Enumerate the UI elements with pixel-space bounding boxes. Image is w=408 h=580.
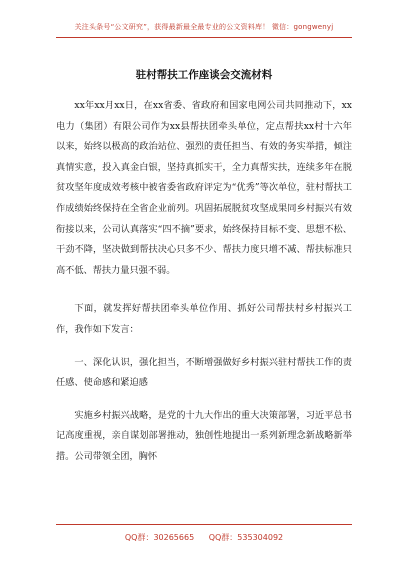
paragraph-intro: xx年xx月xx日，在xx省委、省政府和国家电网公司共同推动下，xx电力（集团）有限公司作为xx县帮扶团牵头单位，定点帮扶xx村十六年以来，始终以极高的政治站位、强烈的责任担当、有效的务实举措，倾注真情实意，投入真金白银，坚持真抓实干，全力真帮实扶，连续多年在脱贫攻坚年度成效考核中被省委省政府评定为“优秀”等次单位，驻村帮扶工作成绩始终保持在全省企业前列。巩固拓展脱贫攻坚成果同乡村振兴有效衔接以来，公司认真落实“四不摘”要求，始终保持目标不变、思想不松、干劲不降，坚决做到帮扶决心只多不少、帮扶力度只增不减、帮扶标准只高不低、帮扶力量只强不弱。 — [56, 100, 352, 276]
section-heading: 一、深化认识，强化担当，不断增强做好乡村振兴驻村帮扶工作的责任感、使命感和紧迫感 — [56, 356, 352, 389]
document-body — [56, 96, 352, 468]
paragraph-transition: 下面，就发挥好帮扶团牵头单位作用、抓好公司帮扶村乡村振兴工作，我作如下发言： — [56, 303, 352, 335]
footer-qq-group-2: QQ群：535304092 — [208, 533, 284, 542]
footer — [56, 532, 352, 543]
document-title: 驻村帮扶工作座谈会交流材料 — [135, 69, 273, 81]
footer-qq-group-1: QQ群：30265665 — [124, 533, 195, 542]
paragraph-section-body: 实施乡村振兴战略，是党的十九大作出的重大决策部署，习近平总书记高度重视，亲自谋划部署推动，独创性地提出一系列新理念新战略新举措。公司带领全团，胸怀 — [56, 409, 352, 462]
footer-divider — [56, 524, 352, 525]
header-banner: 关注头条号“公文研究”，获得最新最全最专业的公文资料库！ 微信：gongwenyj — [74, 23, 334, 31]
header-divider — [56, 37, 352, 38]
